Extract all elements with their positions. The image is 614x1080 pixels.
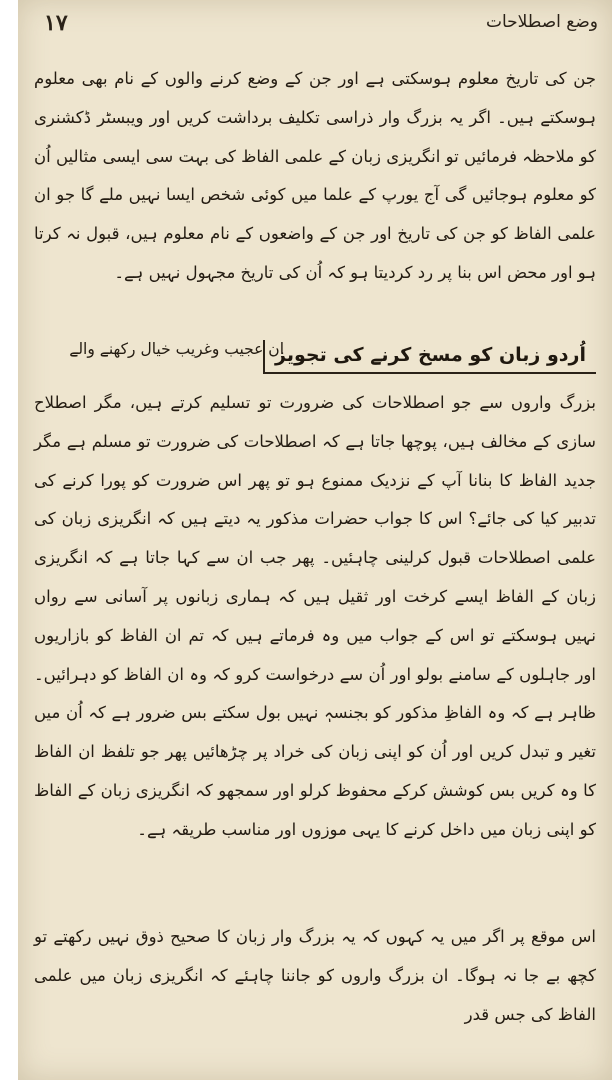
page-number: ۱۷ [44, 10, 68, 36]
heading-note: ان عجیب وغریب خیال رکھنے والے [69, 340, 284, 358]
paragraph-3: اس موقع پر اگر میں یہ کہوں کہ یہ بزرگ وار زبان کا صحیح ذوق نہیں رکھتے تو کچھ بے جا نہ ہوگا۔ ان بزرگ واروں کو جاننا چاہئے کہ انگریزی زبان میں علمی الفاظ کی جس قدر [34, 927, 596, 1024]
paragraph-1: جن کی تاریخ معلوم ہوسکتی ہے اور جن کے وضع کرنے والوں کے نام بھی معلوم ہوسکتے ہیں۔ اگر یہ بزرگ وار ذراسی تکلیف برداشت کریں اور ویبسٹر ڈکشنری کو ملاحظہ فرمائیں تو انگریزی زبان کے علمی الفاظ کی بہت سی ایسی مثالیں اُن کو معلوم ہوجائیں گی آج یورپ کے علما میں کوئی شخص ایسا نہیں ملے گا جو ان علمی الفاظ کو جن کی تاریخ اور جن کے واضعوں کے نام معلوم ہیں، قبول نہ کرتا ہو اور محض اس بنا پر رد کردیتا ہو کہ اُن کی تاریخ مجہول نہیں ہے۔ [34, 69, 596, 282]
book-page [18, 0, 612, 1080]
paragraph-2: بزرگ واروں سے جو اصطلاحات کی ضرورت تو تسلیم کرتے ہیں، مگر اصطلاح سازی کے مخالف ہیں، پوچھا جاتا ہے کہ اصطلاحات کی ضرورت تو مسلم ہے مگر جدید الفاظ کا بنانا آپ کے نزدیک ممنوع ہو تو پھر اس ضرورت کو پورا کرنے کی تدبیر کیا کی جائے؟ اس کا جواب حضرات مذکور یہ دیتے ہیں کہ انگریزی زبان کی علمی اصطلاحات قبول کرلینی چاہئیں۔ پھر جب ان سے کہا جاتا ہے کہ انگریزی زبان کے الفاظ ایسے کرخت اور ثقیل ہیں کہ ہماری زبانوں پر آسانی سے رواں نہیں ہوسکتے تو اس کے جواب میں وہ فرماتے ہیں کہ تم ان الفاظ کو بازاریوں اور جاہلوں کے سامنے بولو اور اُن سے درخواست کرو کہ وہ ان الفاظ کو دہرائیں۔ ظاہر ہے کہ وہ الفاظِ مذکور کو بجنسہٖ نہیں بول سکتے بس ضرور ہے کہ اُن میں تغیر و تبدل کریں اور اُن کو اپنی زبان کی خراد پر چڑھائیں پھر جو تلفظ ان الفاظ کا وہ کریں بس کوشش کرکے محفوظ کرلو اور سمجھو کہ انگریزی زبان کے الفاظ کو اپنی زبان میں داخل کرنے کا یہی موزوں اور مناسب طریقہ ہے۔ [34, 393, 596, 839]
page-header [18, 10, 612, 44]
running-title: وضع اصطلاحات [485, 12, 598, 32]
section-heading: اُردو زبان کو مسخ کرنے کی تجویز [263, 340, 596, 374]
